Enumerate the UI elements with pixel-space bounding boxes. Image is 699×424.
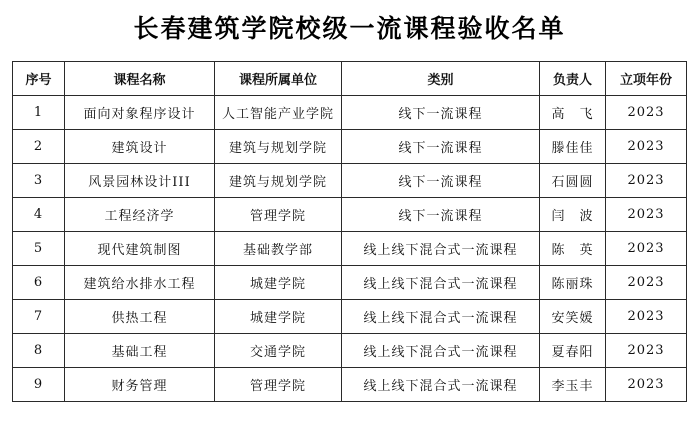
cell-index: 6 <box>13 266 65 300</box>
cell-unit: 管理学院 <box>215 368 342 402</box>
cell-category: 线下一流课程 <box>342 164 540 198</box>
cell-course-name: 面向对象程序设计 <box>65 96 215 130</box>
cell-index: 2 <box>13 130 65 164</box>
cell-owner: 安笑媛 <box>540 300 606 334</box>
cell-category: 线上线下混合式一流课程 <box>342 300 540 334</box>
cell-year: 2023 <box>606 300 687 334</box>
header-category: 类别 <box>342 62 540 96</box>
cell-owner: 滕佳佳 <box>540 130 606 164</box>
cell-course-name: 供热工程 <box>65 300 215 334</box>
header-course-name: 课程名称 <box>65 62 215 96</box>
cell-unit: 建筑与规划学院 <box>215 130 342 164</box>
cell-index: 8 <box>13 334 65 368</box>
cell-course-name: 现代建筑制图 <box>65 232 215 266</box>
cell-year: 2023 <box>606 232 687 266</box>
cell-owner: 陈 英 <box>540 232 606 266</box>
course-acceptance-table <box>12 61 687 402</box>
cell-year: 2023 <box>606 130 687 164</box>
cell-category: 线下一流课程 <box>342 130 540 164</box>
cell-year: 2023 <box>606 368 687 402</box>
table-row <box>13 232 687 266</box>
cell-unit: 交通学院 <box>215 334 342 368</box>
header-owner: 负责人 <box>540 62 606 96</box>
table-row <box>13 130 687 164</box>
table-row <box>13 368 687 402</box>
cell-owner: 陈丽珠 <box>540 266 606 300</box>
cell-course-name: 财务管理 <box>65 368 215 402</box>
cell-index: 3 <box>13 164 65 198</box>
cell-owner: 夏春阳 <box>540 334 606 368</box>
cell-course-name: 风景园林设计III <box>65 164 215 198</box>
cell-year: 2023 <box>606 96 687 130</box>
cell-index: 1 <box>13 96 65 130</box>
cell-year: 2023 <box>606 334 687 368</box>
cell-unit: 管理学院 <box>215 198 342 232</box>
cell-course-name: 基础工程 <box>65 334 215 368</box>
cell-category: 线上线下混合式一流课程 <box>342 266 540 300</box>
cell-owner: 高 飞 <box>540 96 606 130</box>
header-year: 立项年份 <box>606 62 687 96</box>
cell-year: 2023 <box>606 164 687 198</box>
header-unit: 课程所属单位 <box>215 62 342 96</box>
cell-category: 线下一流课程 <box>342 96 540 130</box>
table-row <box>13 300 687 334</box>
cell-category: 线上线下混合式一流课程 <box>342 232 540 266</box>
cell-year: 2023 <box>606 266 687 300</box>
table-header-row <box>13 62 687 96</box>
cell-course-name: 建筑给水排水工程 <box>65 266 215 300</box>
cell-index: 4 <box>13 198 65 232</box>
cell-course-name: 工程经济学 <box>65 198 215 232</box>
cell-owner: 李玉丰 <box>540 368 606 402</box>
cell-category: 线上线下混合式一流课程 <box>342 334 540 368</box>
cell-category: 线下一流课程 <box>342 198 540 232</box>
cell-category: 线上线下混合式一流课程 <box>342 368 540 402</box>
header-index: 序号 <box>13 62 65 96</box>
cell-index: 9 <box>13 368 65 402</box>
cell-unit: 城建学院 <box>215 266 342 300</box>
table-row <box>13 164 687 198</box>
cell-course-name: 建筑设计 <box>65 130 215 164</box>
table-row <box>13 96 687 130</box>
cell-owner: 石圆圆 <box>540 164 606 198</box>
cell-unit: 人工智能产业学院 <box>215 96 342 130</box>
cell-index: 7 <box>13 300 65 334</box>
cell-year: 2023 <box>606 198 687 232</box>
cell-unit: 建筑与规划学院 <box>215 164 342 198</box>
table-row <box>13 266 687 300</box>
cell-owner: 闫 波 <box>540 198 606 232</box>
table-row <box>13 334 687 368</box>
cell-index: 5 <box>13 232 65 266</box>
cell-unit: 基础教学部 <box>215 232 342 266</box>
document-title: 长春建筑学院校级一流课程验收名单 <box>133 14 566 43</box>
cell-unit: 城建学院 <box>215 300 342 334</box>
table-row <box>13 198 687 232</box>
